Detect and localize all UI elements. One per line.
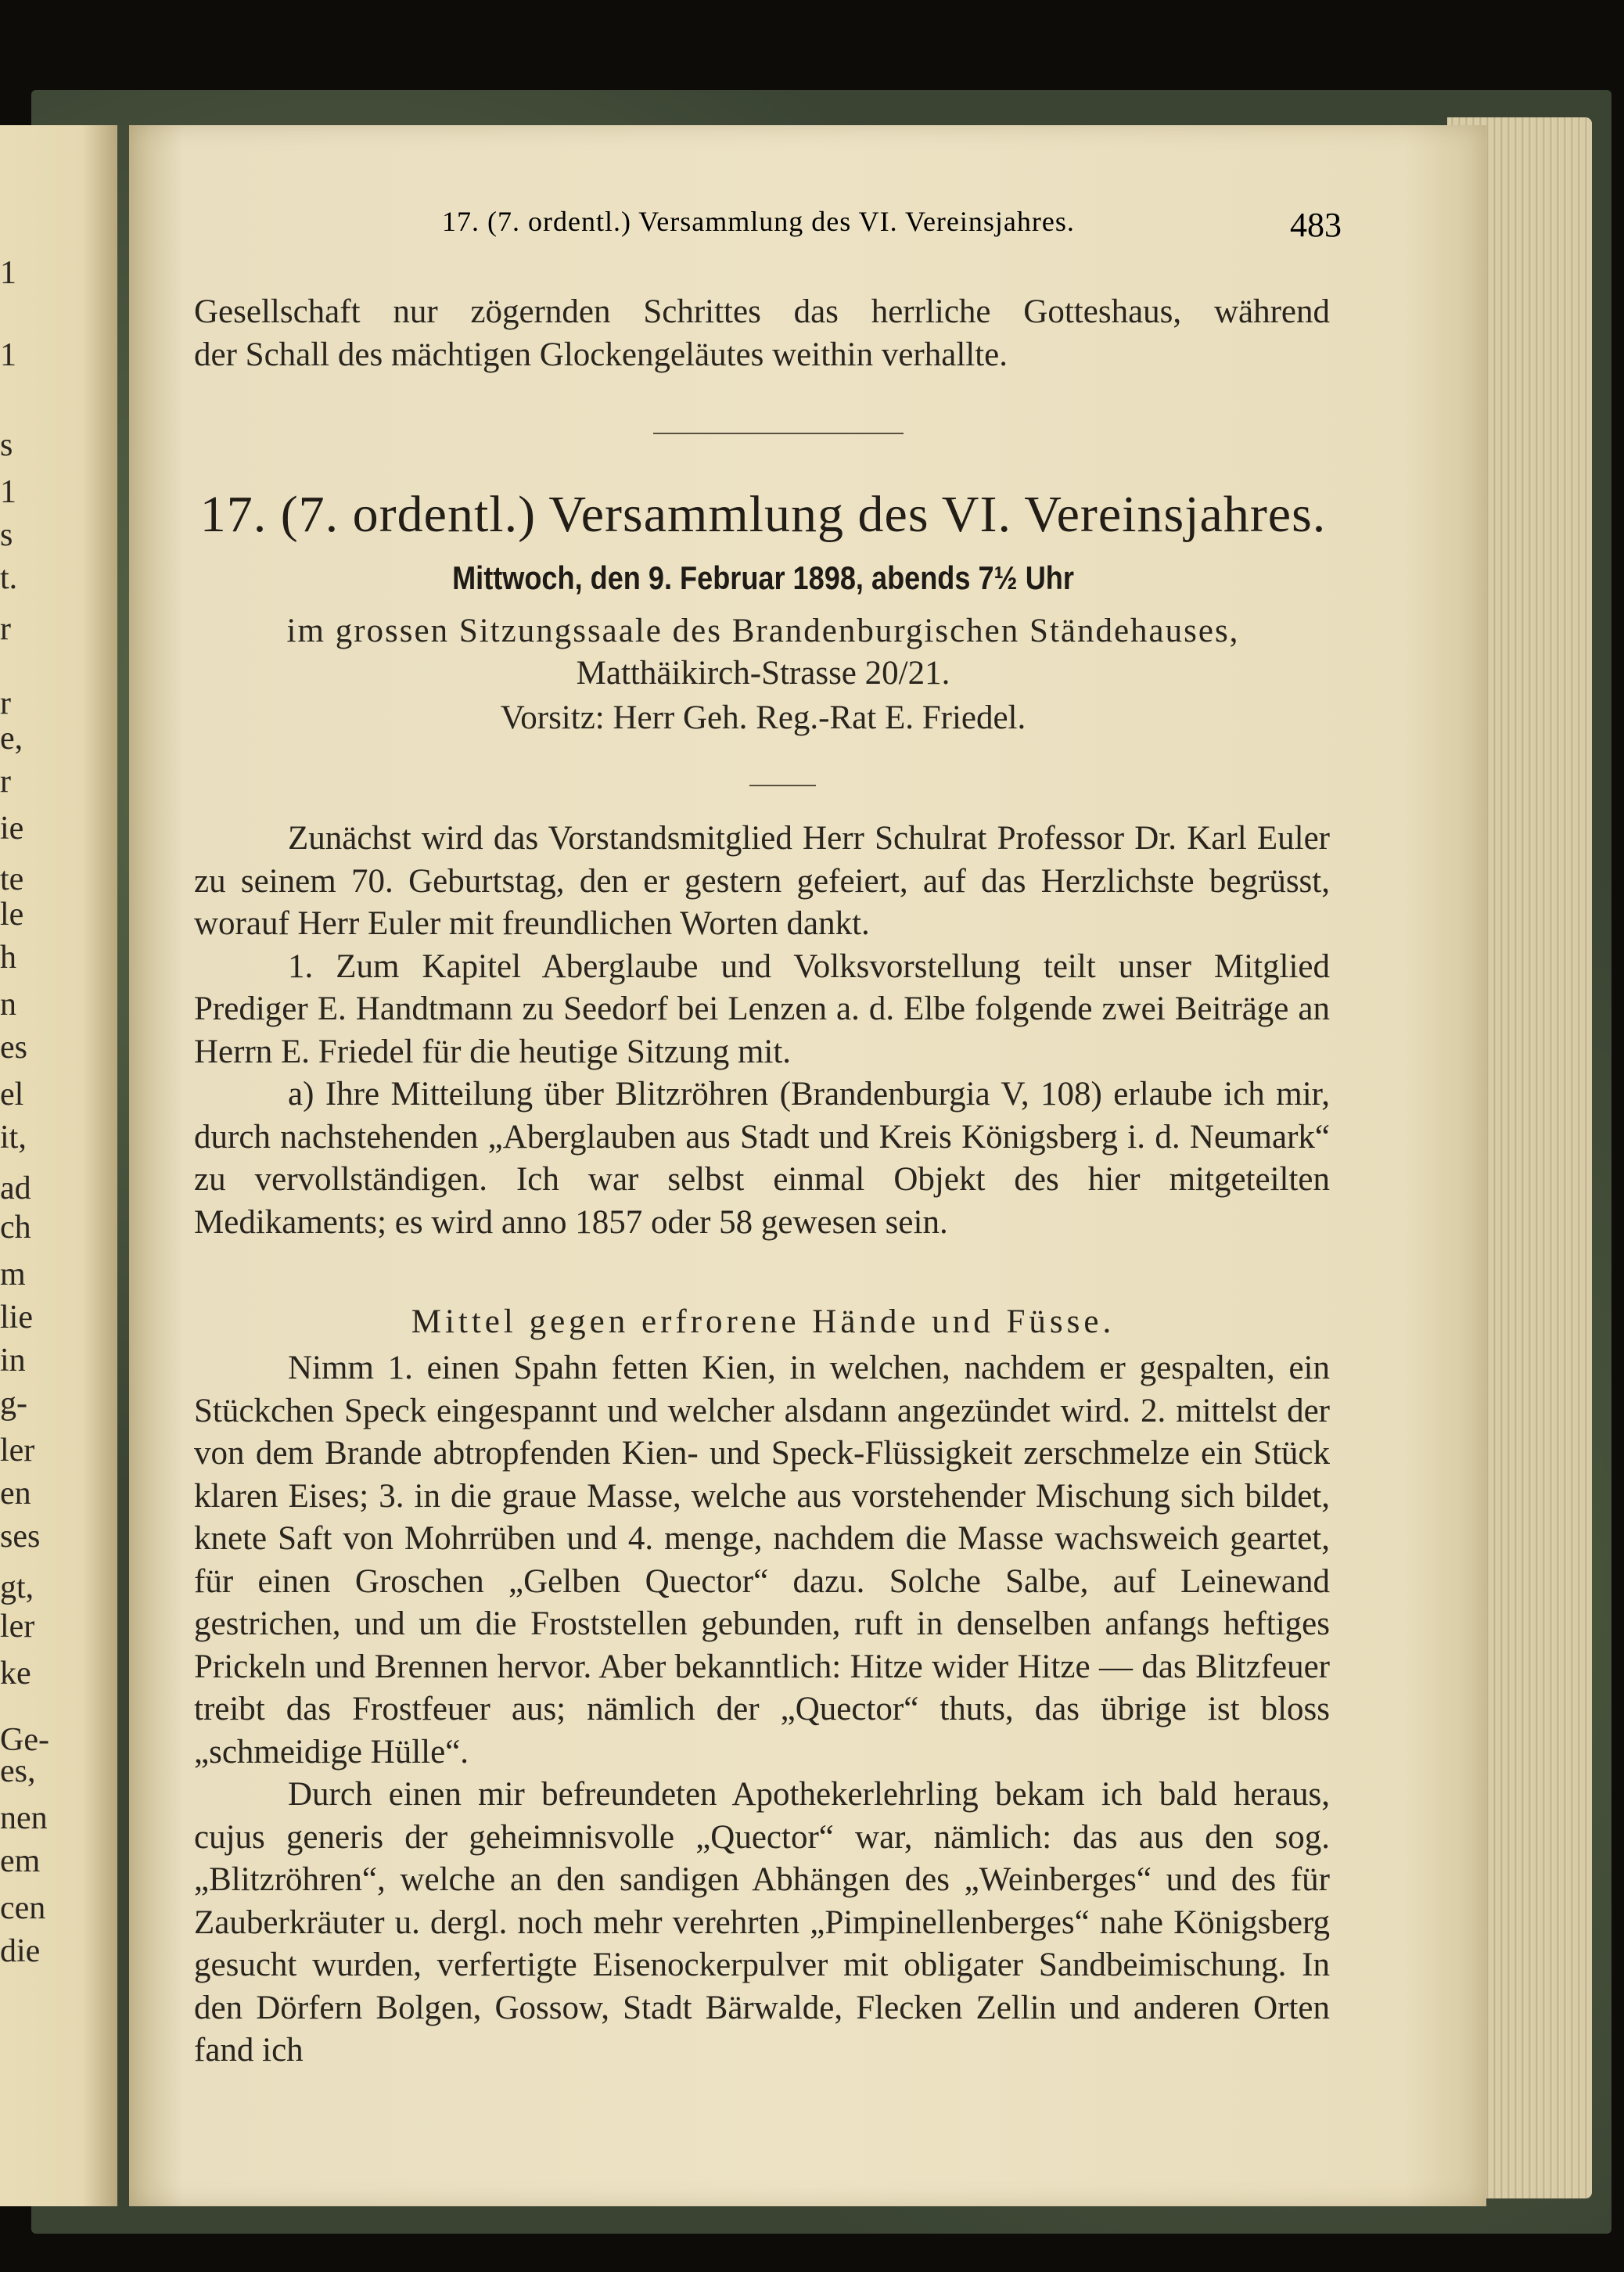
facing-page-fragment: gt, [0, 1569, 34, 1605]
facing-page-fragment: ch [0, 1210, 31, 1246]
section-title: 17. (7. ordentl.) Versammlung des VI. Vereinsjahres. [199, 486, 1327, 543]
facing-page-fragment: em [0, 1843, 41, 1879]
facing-page-fragment: Ge- [0, 1722, 49, 1758]
page-number: 483 [1290, 206, 1342, 244]
facing-page-fragment: h [0, 940, 16, 976]
facing-page-fragment: es, [0, 1753, 36, 1789]
meeting-location-2: Matthäikirch-Strasse 20/21. [576, 655, 950, 692]
facing-page-fragment: en [0, 1476, 31, 1512]
facing-page-fragment: ie [0, 811, 24, 847]
facing-page-fragment: nen [0, 1800, 48, 1836]
facing-page-fragment: le [0, 897, 24, 933]
facing-page-fragment: m [0, 1256, 26, 1292]
facing-page-fragment: 1 [0, 255, 16, 291]
running-header [442, 205, 1342, 252]
facing-page-fragment: te [0, 861, 24, 897]
facing-page-fragment: s [0, 427, 13, 463]
section-divider [653, 433, 904, 434]
paragraph-block-2 [194, 1347, 1330, 2072]
intro-line-2: der Schall des mächtigen Glockengeläutes weithin verhallte. [194, 336, 1008, 373]
intro-text [194, 291, 1330, 376]
facing-page-fragment: ler [0, 1433, 35, 1469]
facing-page-fragment: die [0, 1933, 41, 1969]
facing-page-fragment: ke [0, 1655, 31, 1691]
recipe-heading: Mittel gegen erfrorene Hände und Füsse. [411, 1303, 1116, 1340]
facing-page-fragment: t. [0, 560, 18, 596]
facing-page-fragment: ad [0, 1170, 31, 1206]
facing-page-fragment: ses [0, 1519, 41, 1555]
facing-page-fragment: in [0, 1343, 26, 1379]
paragraph-2: 1. Zum Kapitel Aberglaube und Volksvorstellung teilt unser Mitglied Prediger E. Handtmann zu Seedorf bei Lenzen a. d. Elbe folgende zwei Beiträge an Herrn E. Friedel für die heutige Sitzung mit. [194, 947, 1330, 1070]
facing-page-fragment: el [0, 1077, 24, 1113]
facing-page-fragment: s [0, 517, 13, 553]
paragraph-1: Zunächst wird das Vorstandsmitglied Herr Schulrat Professor Dr. Karl Euler zu seinem 70. Geburtstag, den er gestern gefeiert, auf das Herzlichste begrüsst, worauf Herr Euler mit freundlichen Worten dankt. [194, 820, 1330, 942]
facing-page-fragment: r [0, 685, 11, 721]
paragraph-3: a) Ihre Mitteilung über Blitzröhren (Brandenburgia V, 108) erlaube ich mir, durch nachstehenden „Aberglauben aus Stadt und Kreis Königsberg i. d. Neumark“ zu vervollständigen. Ich war selbst einmal Objekt des hier mitgeteilten Medikaments; es wird anno 1857 oder 58 gewesen sein. [194, 1076, 1330, 1241]
facing-page-fragment: lie [0, 1300, 33, 1336]
facing-page-fragment: r [0, 611, 11, 647]
facing-page [0, 125, 117, 2206]
intro-line-1: Gesellschaft nur zögernden Schrittes das herrliche Gotteshaus, während [194, 293, 1330, 330]
facing-page-fragment: cen [0, 1890, 46, 1926]
running-title: 17. (7. ordentl.) Versammlung des VI. Vereinsjahres. [442, 206, 1075, 237]
paragraph-4: Nimm 1. einen Spahn fetten Kien, in welchen, nachdem er gespalten, ein Stückchen Speck eingespannt und welcher alsdann angezündet wird. 2. mittelst der von dem Brande abtropfenden Kien- und Speck-Flüssigkeit zerschmelze ein Stück klaren Eises; 3. in die graue Masse, welche aus vorstehender Mischung sich bildet, knete Saft von Mohrrüben und 4. menge, nachdem die Masse wachsweich geartet, für einen Groschen „Gelben Quector“ dazu. Solche Salbe, auf Leinewand gestrichen, und um die Froststellen gebunden, ruft in denselben anfangs heftiges Prickeln und Brennen hervor. Aber bekanntlich: Hitze wider Hitze — das Blitzfeuer treibt das Frostfeuer aus; nämlich der „Quector“ thuts, das übrige ist bloss „schmeidige Hülle“. [194, 1350, 1330, 1771]
facing-page-fragment: ler [0, 1609, 35, 1645]
meeting-dateline: Mittwoch, den 9. Februar 1898, abends 7½ Uhr [452, 559, 1074, 596]
facing-page-fragment: 1 [0, 474, 16, 510]
facing-page-fragment: e, [0, 721, 23, 757]
facing-page-fragment: 1 [0, 337, 16, 373]
paragraph-block-1 [194, 818, 1330, 1244]
meeting-chair: Vorsitz: Herr Geh. Reg.-Rat E. Friedel. [500, 699, 1026, 736]
meeting-location-1: im grossen Sitzungssaale des Brandenburgischen Ständehauses, [286, 613, 1240, 649]
facing-page-fragment: n [0, 987, 16, 1023]
facing-page-fragment: g- [0, 1386, 27, 1422]
facing-page-fragment: r [0, 764, 11, 800]
facing-page-fragment: es [0, 1030, 27, 1066]
facing-page-fragment: it, [0, 1120, 27, 1156]
short-divider [749, 785, 816, 786]
paragraph-5: Durch einen mir befreundeten Apothekerlehrling bekam ich bald heraus, cujus generis der geheimnisvolle „Quector“ war, nämlich: das aus den sog. „Blitzröhren“, welche an den sandigen Abhängen des „Weinberges“ und des für Zauberkräuter u. dergl. noch mehr verehrten „Pimpinellenberges“ nahe Königsberg gesucht wurden, verfertigte Eisenockerpulver mit obligater Sandbeimischung. In den Dörfern Bolgen, Gossow, Stadt Bärwalde, Flecken Zellin und anderen Orten fand ich [194, 1776, 1330, 2069]
